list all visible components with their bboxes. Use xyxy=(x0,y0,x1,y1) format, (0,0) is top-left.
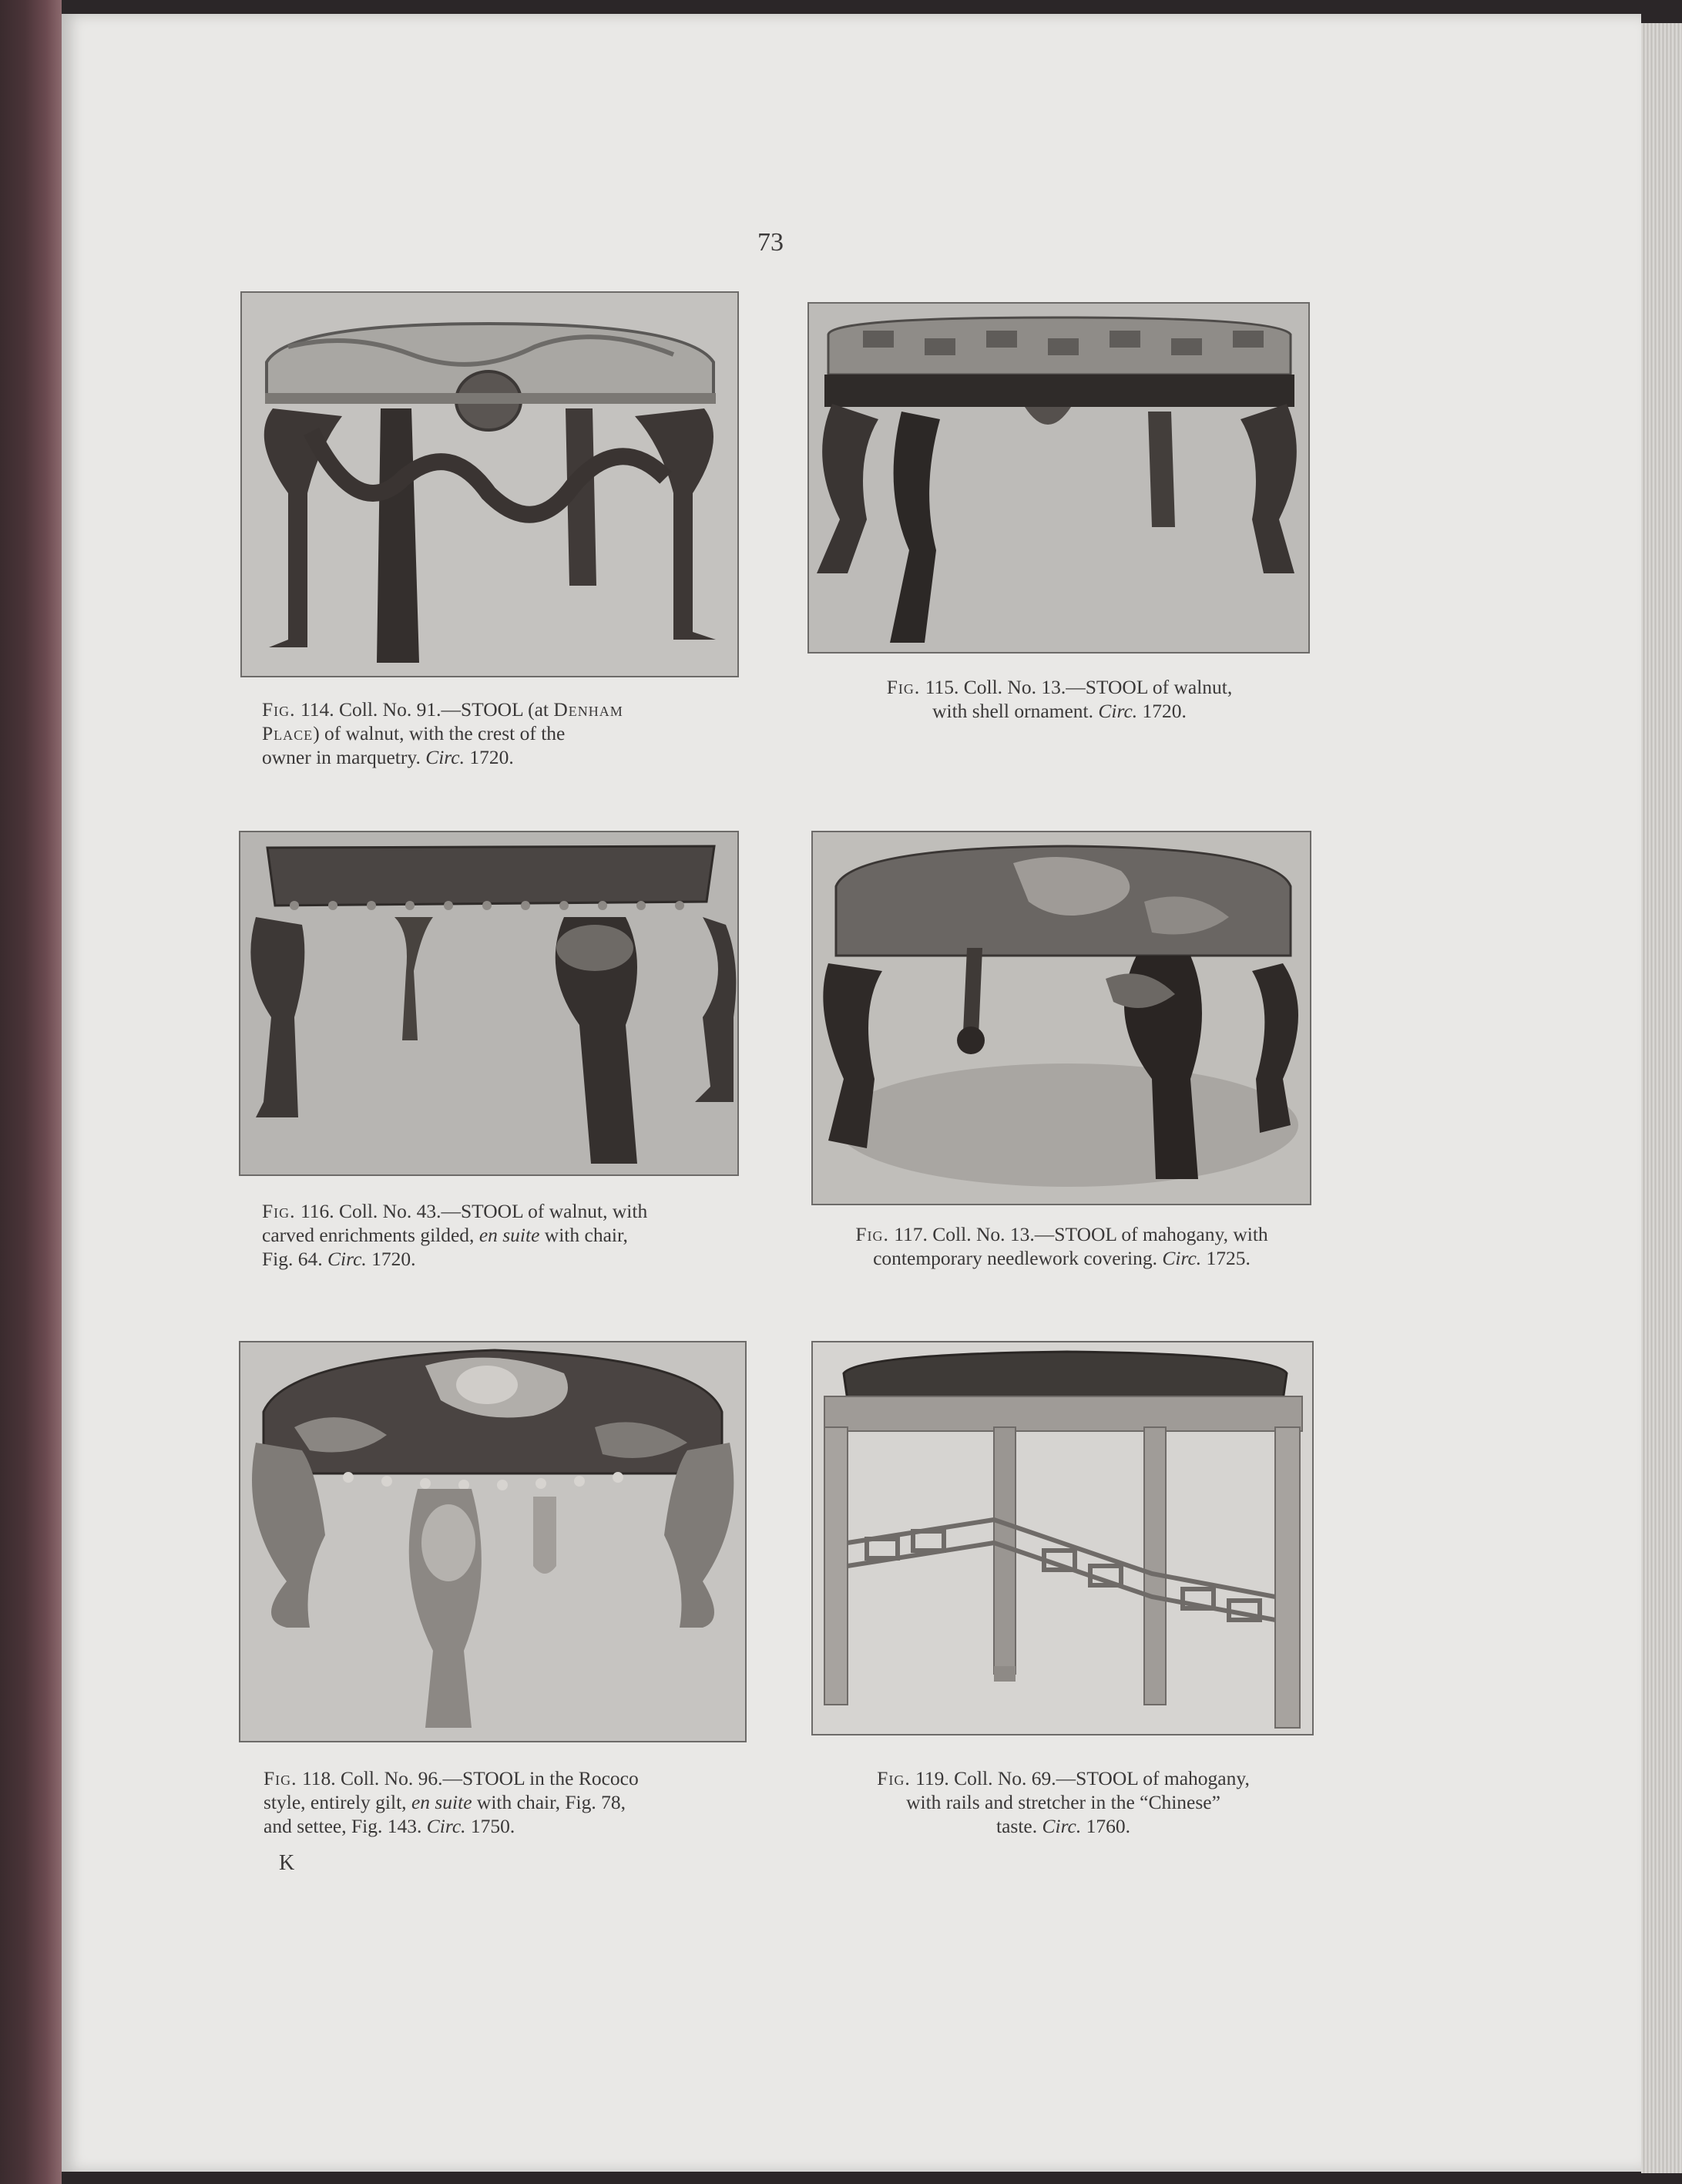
caption-line xyxy=(832,675,1287,699)
caption-line xyxy=(262,1247,709,1271)
caption-text: and settee, Fig. 143. xyxy=(264,1815,427,1837)
caption-text: 1720. xyxy=(366,1248,416,1270)
stool-photo-fig-115 xyxy=(807,302,1310,654)
caption-text: Circ. xyxy=(426,1815,466,1837)
caption-fig-115 xyxy=(832,675,1287,723)
page-edges xyxy=(1641,23,1682,2173)
caption-text: Fig. xyxy=(262,698,296,721)
caption-line xyxy=(264,1814,710,1838)
caption-text: Place xyxy=(262,722,314,744)
caption-text: Circ. xyxy=(1162,1247,1202,1269)
caption-fig-114 xyxy=(262,697,709,769)
caption-text: contemporary needlework covering. xyxy=(873,1247,1163,1269)
caption-text: owner in marquetry. xyxy=(262,746,426,768)
signature-mark: K xyxy=(279,1851,295,1875)
caption-text: with chair, Fig. 78, xyxy=(472,1791,626,1813)
stool-photo-fig-119 xyxy=(811,1341,1314,1735)
caption-line xyxy=(262,721,709,745)
stool-photo-fig-114 xyxy=(240,291,739,677)
caption-fig-117 xyxy=(815,1222,1308,1270)
caption-line xyxy=(832,1814,1294,1838)
caption-text: ) of walnut, with the crest of the xyxy=(313,722,566,744)
caption-line xyxy=(832,1766,1294,1790)
caption-line xyxy=(815,1246,1308,1270)
caption-text: Circ. xyxy=(425,746,465,768)
caption-text: Circ. xyxy=(327,1248,367,1270)
caption-line xyxy=(815,1222,1308,1246)
caption-text: 116. Coll. No. 43.—STOOL of walnut, with xyxy=(295,1200,648,1222)
caption-text: 1725. xyxy=(1201,1247,1251,1269)
caption-text: 1750. xyxy=(465,1815,515,1837)
caption-text: with shell ornament. xyxy=(932,700,1099,722)
caption-line xyxy=(262,697,709,721)
caption-text: 1760. xyxy=(1081,1815,1130,1837)
top-edge xyxy=(62,0,1682,14)
stool-photo-fig-116 xyxy=(239,831,739,1176)
caption-text: Circ. xyxy=(1098,700,1138,722)
caption-text: Fig. xyxy=(262,1200,296,1222)
caption-text: Fig. xyxy=(855,1223,889,1245)
caption-line xyxy=(832,699,1287,723)
caption-text: carved enrichments gilded, xyxy=(262,1224,479,1246)
caption-line xyxy=(262,1223,709,1247)
caption-text: 117. Coll. No. 13.—STOOL of mahogany, with xyxy=(888,1223,1268,1245)
caption-text: with chair, xyxy=(539,1224,628,1246)
caption-text: 119. Coll. No. 69.—STOOL of mahogany, xyxy=(910,1767,1250,1789)
caption-text: 115. Coll. No. 13.—STOOL of walnut, xyxy=(920,676,1233,698)
caption-text: taste. xyxy=(996,1815,1042,1837)
caption-line xyxy=(262,1199,709,1223)
caption-text: en suite xyxy=(478,1224,540,1246)
caption-line xyxy=(262,745,709,769)
caption-text: Fig. xyxy=(877,1767,911,1789)
caption-line xyxy=(264,1766,710,1790)
caption-text: en suite xyxy=(411,1791,472,1813)
caption-line xyxy=(264,1790,710,1814)
caption-text: Circ. xyxy=(1042,1815,1082,1837)
caption-text: Fig. 64. xyxy=(262,1248,328,1270)
stool-photo-fig-118 xyxy=(239,1341,747,1742)
caption-text: 114. Coll. No. 91.—STOOL (at xyxy=(295,698,554,721)
caption-fig-118 xyxy=(264,1766,710,1838)
caption-text: Fig. xyxy=(886,676,921,698)
caption-text: 118. Coll. No. 96.—STOOL in the Rococo xyxy=(297,1767,639,1789)
caption-text: 1720. xyxy=(1137,700,1187,722)
caption-line xyxy=(832,1790,1294,1814)
caption-fig-116 xyxy=(262,1199,709,1271)
caption-text: with rails and stretcher in the “Chinese” xyxy=(906,1791,1220,1813)
stool-photo-fig-117 xyxy=(811,831,1311,1205)
caption-text: Fig. xyxy=(264,1767,297,1789)
page-number: 73 xyxy=(757,228,784,257)
caption-text: Denham xyxy=(553,698,623,721)
caption-fig-119 xyxy=(832,1766,1294,1838)
book-binding xyxy=(0,0,62,2184)
caption-text: 1720. xyxy=(464,746,514,768)
caption-text: style, entirely gilt, xyxy=(264,1791,411,1813)
